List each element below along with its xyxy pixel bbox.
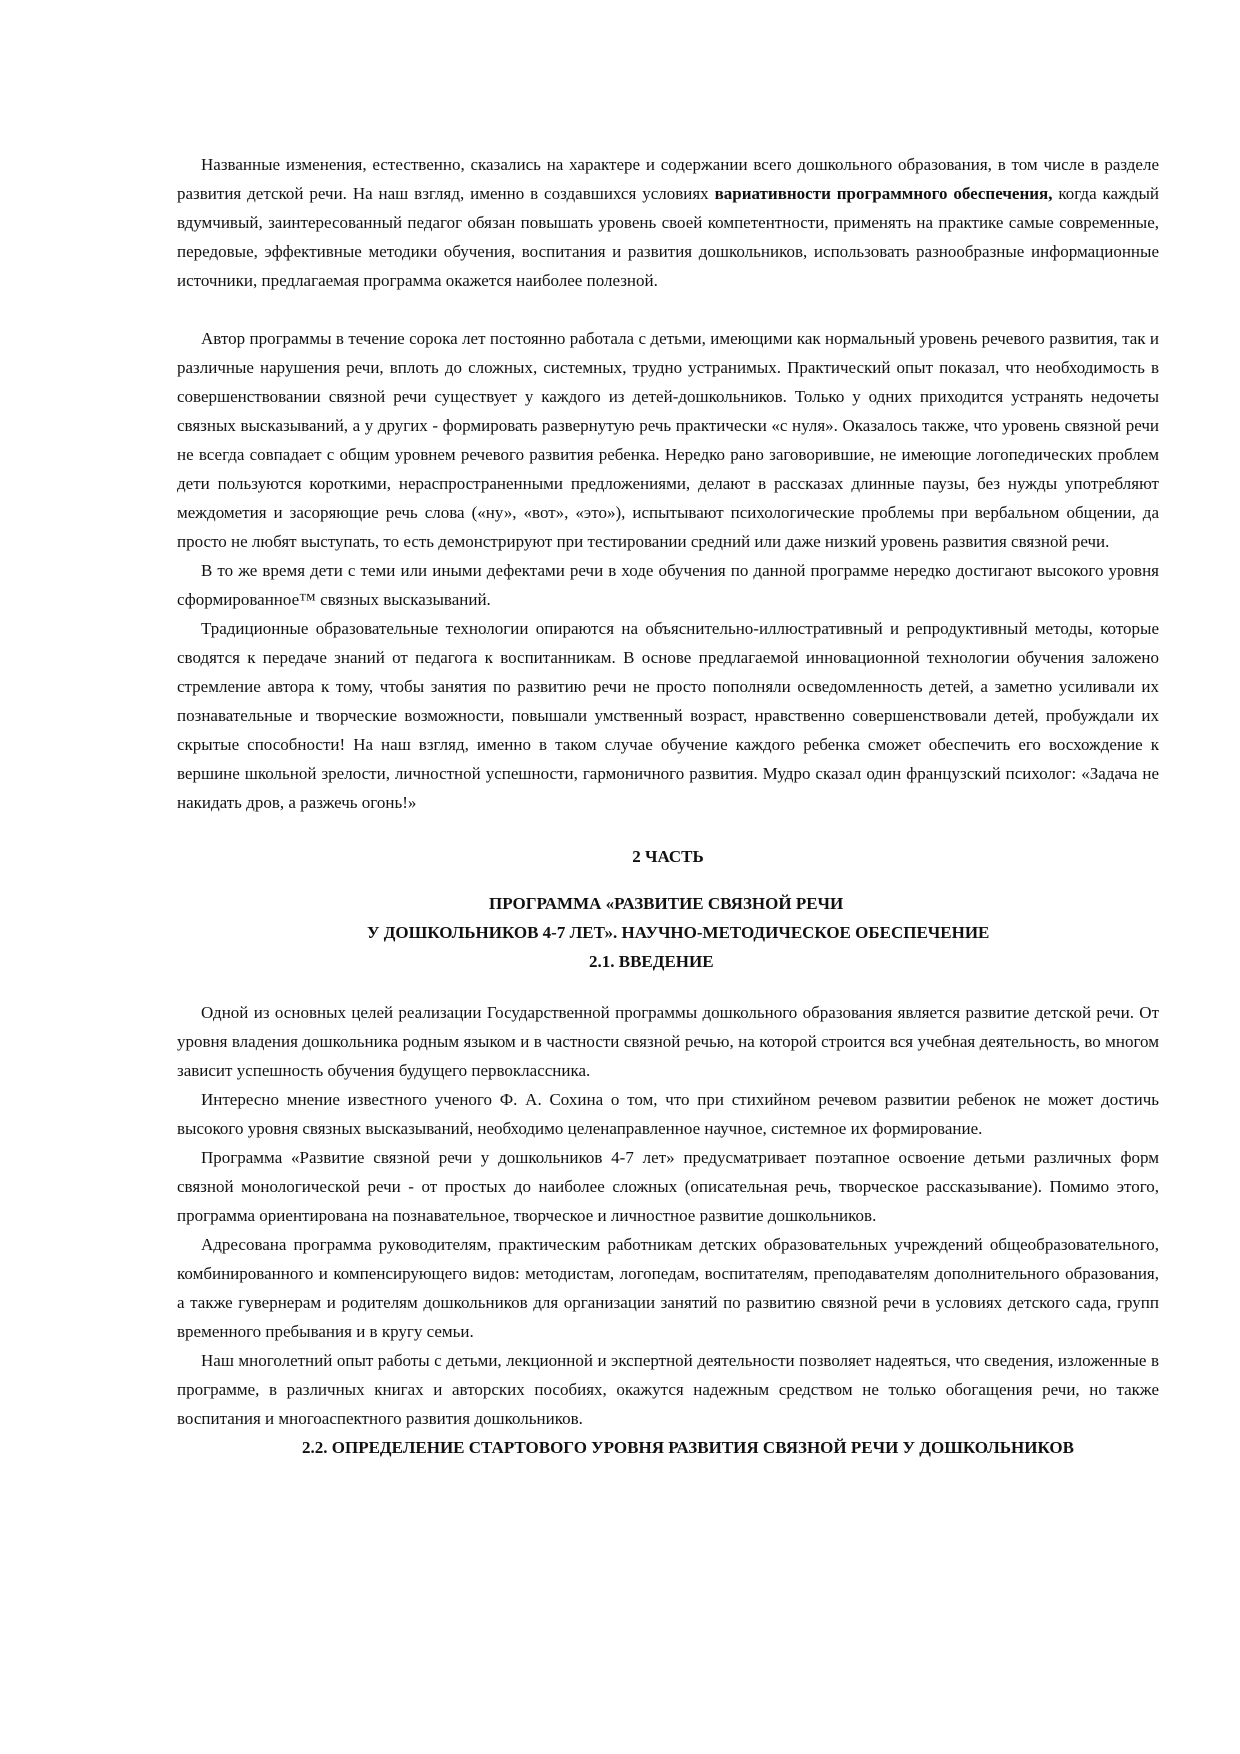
paragraph-goals: Одной из основных целей реализации Государственной программы дошкольного образования является развитие детской речи. От уровня владения дошкольника родным языком и в частности связной речью, на которой строится вся учебная деятельность, во многом зависит успешность обучения будущего первоклассника. xyxy=(177,1003,1159,1080)
paragraph-technologies: Традиционные образовательные технологии опираются на объяснительно-иллюстративный и репродуктивный методы, которые сводятся к передаче знаний от педагога к воспитанникам. В основе предлагаемой инновационной технологии обучения заложено стремление автора к тому, чтобы занятия по развитию речи не просто пополняли осведомленность детей, а заметно усиливали их познавательные и творческие возможности, повышали умственный возраст, нравственно совершенствовали детей, пробуждали их скрытые способности! На наш взгляд, именно в таком случае обучение каждого ребенка сможет обеспечить его восхождение к вершине школьной зрелости, личностной успешности, гармоничного развития. Мудро сказал один французский психолог: «Задача не накидать дров, а разжечь огонь!» xyxy=(177,619,1159,812)
program-heading-line2: У ДОШКОЛЬНИКОВ 4-7 ЛЕТ». НАУЧНО-МЕТОДИЧЕСКОЕ ОБЕСПЕЧЕНИЕ xyxy=(367,923,990,942)
paragraph-author-experience: Автор программы в течение сорока лет постоянно работала с детьми, имеющими как нормальный уровень речевого развития, так и различные нарушения речи, вплоть до сложных, системных, трудно устранимых. Практический опыт показал, что необходимость в совершенствовании связной речи существует у каждого из детей-дошкольников. Только у одних приходится устранять недочеты связных высказываний, а у других - формировать развернутую речь практически «с нуля». Оказалось также, что уровень связной речи не всегда совпадает с общим уровнем речевого развития ребенка. Нередко рано заговорившие, не имеющие логопедических проблем дети пользуются короткими, нераспространенными предложениями, делают в рассказах длинные паузы, без нужды употребляют междометия и засоряющие речь слова («ну», «вот», «это»), испытывают психологические проблемы при вербальном общении, да просто не любят выступать, то есть демонстрируют при тестировании средний или даже низкий уровень развития связной речи. xyxy=(177,329,1159,551)
paragraph-defects: В то же время дети с теми или иными дефектами речи в ходе обучения по данной программе нередко достигают высокого уровня сформированное™ связных высказываний. xyxy=(177,561,1159,609)
paragraph-experience: Наш многолетний опыт работы с детьми, лекционной и экспертной деятельности позволяет надеяться, что сведения, изложенные в программе, в различных книгах и авторских пособиях, окажутся надежным средством не только обогащения речи, но также воспитания и многоаспектного развития дошкольников. xyxy=(177,1351,1159,1428)
intro-heading: 2.1. ВВЕДЕНИЕ xyxy=(589,952,714,971)
paragraph-text: когда каждый вдумчивый, заинтересованный педагог обязан повышать уровень своей компетентности, применять на практике самые современные, передовые, эффективные методики обучения, воспитания и развития дошкольников, использовать разнообразные информационные источники, предлагаемая программа окажется наиболее полезной. xyxy=(177,184,1159,290)
paragraph-program-stages: Программа «Развитие связной речи у дошкольников 4-7 лет» предусматривает поэтапное освоение детьми различных форм связной монологической речи - от простых до наиболее сложных (описательная речь, творческое рассказывание). Помимо этого, программа ориентирована на познавательное, творческое и личностное развитие дошкольников. xyxy=(177,1148,1159,1225)
paragraph-variability xyxy=(177,150,1159,295)
document-page xyxy=(177,150,1159,1462)
spacer xyxy=(177,295,1159,324)
paragraph-text: Названные изменения, естественно, сказались на характере и содержании всего дошкольного образования, в том числе в разделе развития детской речи. На наш взгляд, именно в создавшихся условиях xyxy=(177,155,1159,203)
spacer xyxy=(177,976,1159,998)
paragraph-sokhin: Интересно мнение известного ученого Ф. А. Сохина о том, что при стихийном речевом развитии ребенок не может достичь высокого уровня связных высказываний, необходимо целенаправленное научное, системное их формирование. xyxy=(177,1090,1159,1138)
program-heading-line1: ПРОГРАММА «РАЗВИТИЕ СВЯЗНОЙ РЕЧИ xyxy=(489,894,844,913)
part-heading: 2 ЧАСТЬ xyxy=(632,847,704,866)
section-2-2-heading: 2.2. ОПРЕДЕЛЕНИЕ СТАРТОВОГО УРОВНЯ РАЗВИТИЯ СВЯЗНОЙ РЕЧИ У ДОШКОЛЬНИКОВ xyxy=(302,1438,1074,1457)
paragraph-audience: Адресована программа руководителям, практическим работникам детских образовательных учреждений общеобразовательного, комбинированного и компенсирующего видов: методистам, логопедам, воспитателям, преподавателям дополнительного образования, а также гувернерам и родителям дошкольников для организации занятий по развитию связной речи в условиях детского сада, групп временного пребывания и в кругу семьи. xyxy=(177,1235,1159,1341)
bold-phrase: вариативности программного обеспечения, xyxy=(714,184,1053,203)
